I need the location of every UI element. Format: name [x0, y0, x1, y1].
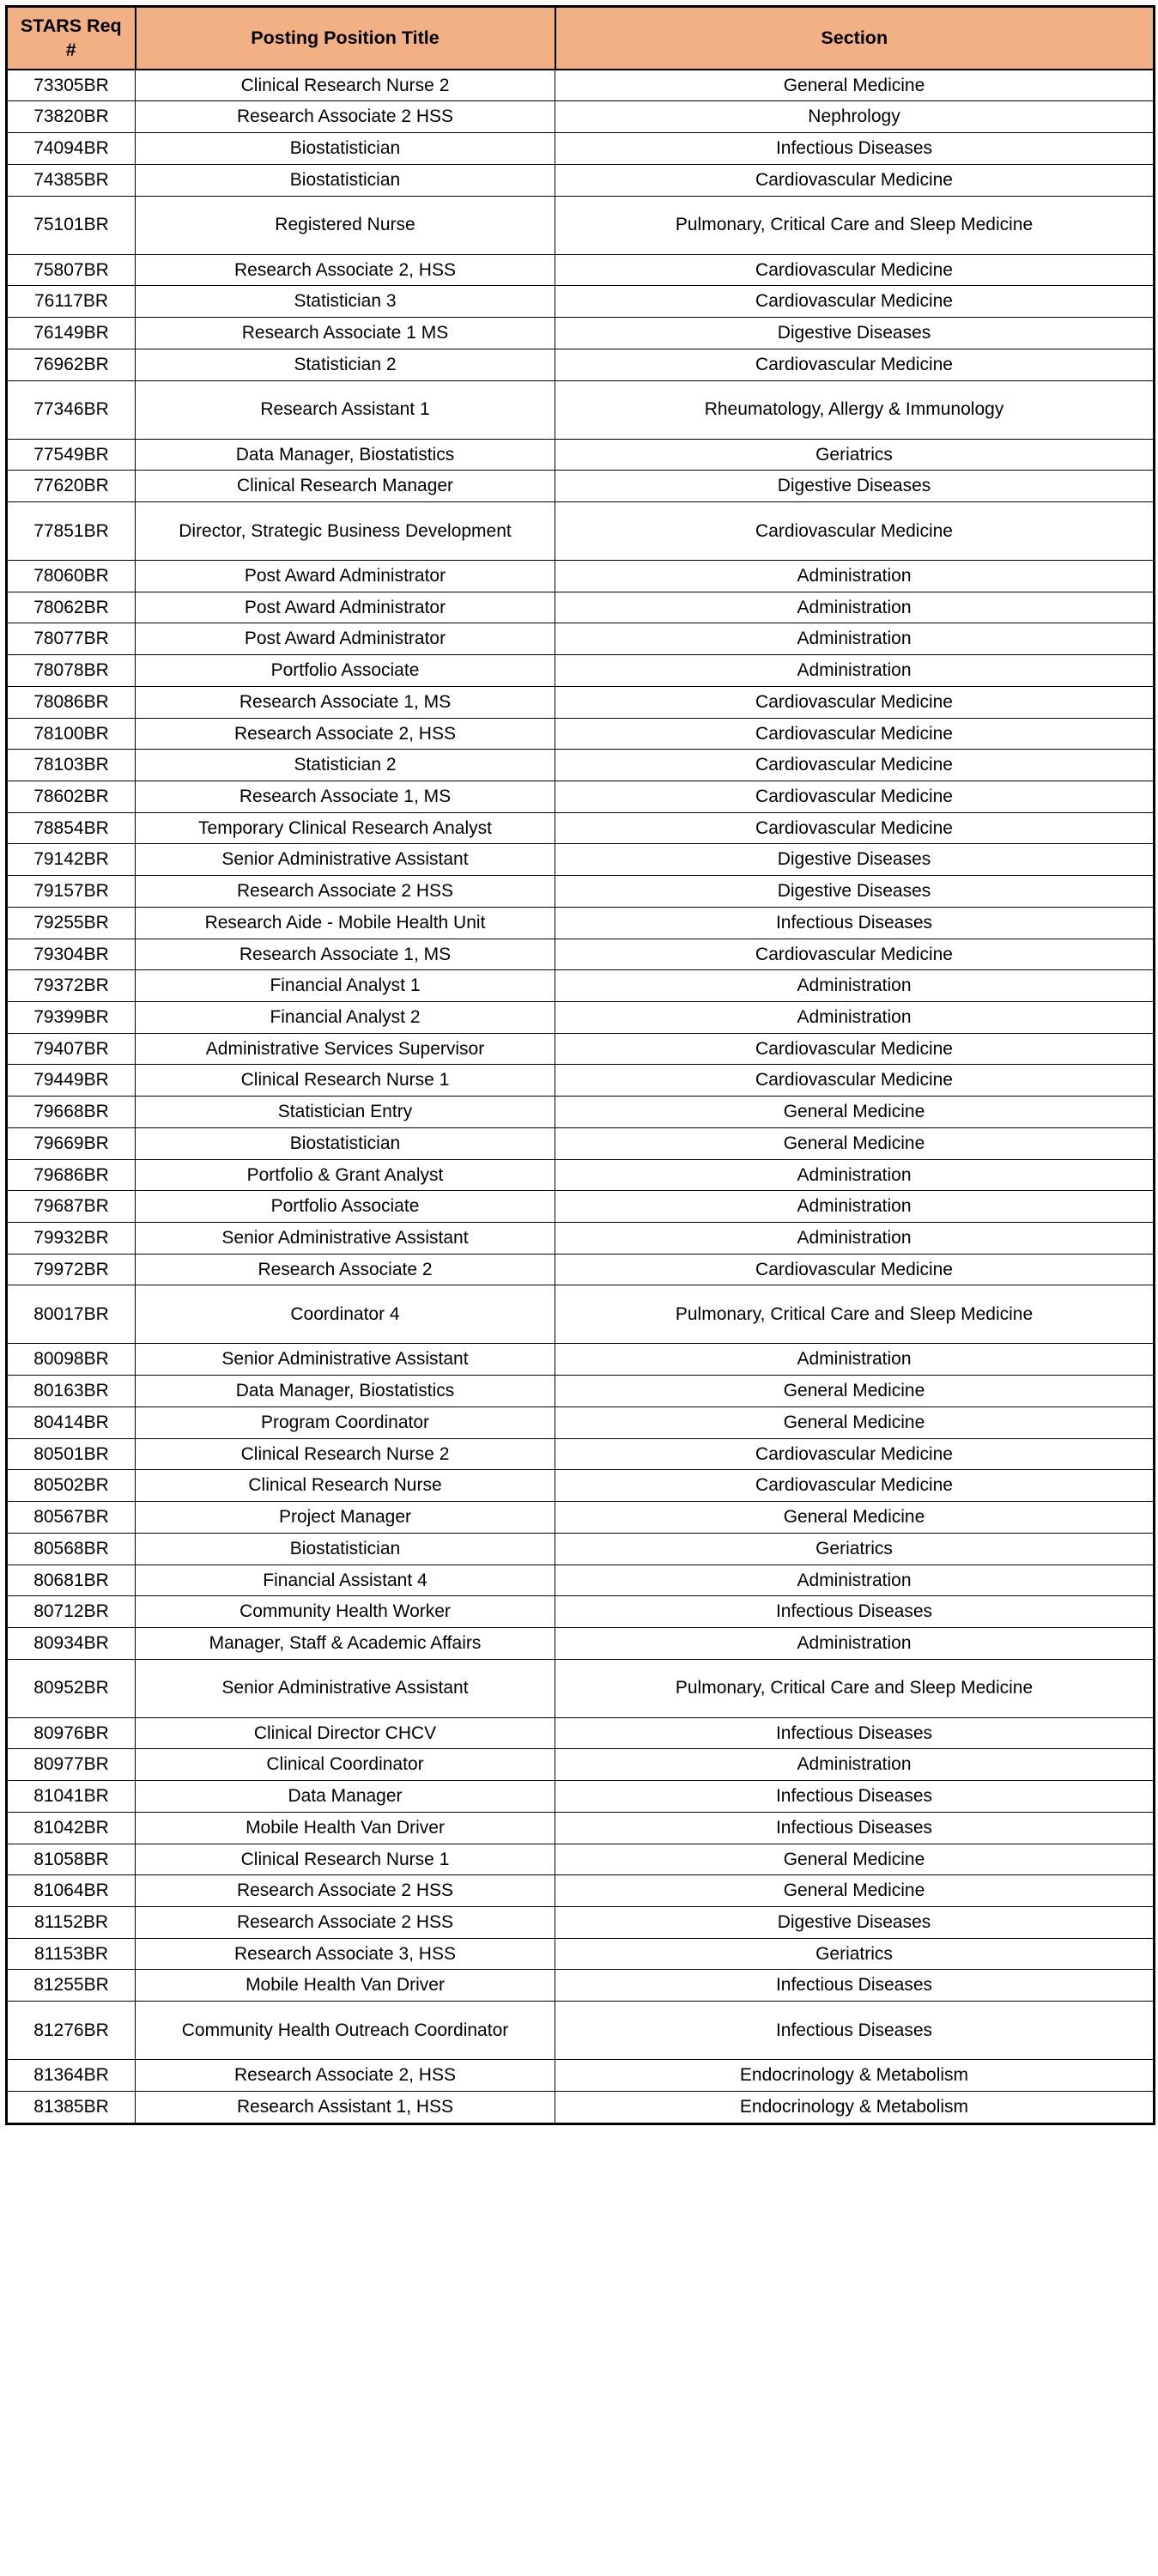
cell-position-title: Financial Analyst 1: [136, 970, 555, 1002]
cell-position-title: Financial Assistant 4: [136, 1564, 555, 1596]
cell-section: Administration: [555, 1344, 1155, 1376]
table-row: [7, 471, 1155, 502]
cell-req-id: 78062BR: [7, 592, 136, 623]
table-row: [7, 1717, 1155, 1749]
cell-section: Digestive Diseases: [555, 1906, 1155, 1938]
cell-position-title: Mobile Health Van Driver: [136, 1812, 555, 1844]
cell-position-title: Clinical Research Nurse 2: [136, 70, 555, 101]
cell-section: Endocrinology & Metabolism: [555, 2091, 1155, 2123]
table-header: [7, 7, 1155, 70]
cell-section: General Medicine: [555, 1844, 1155, 1875]
table-row: [7, 1470, 1155, 1502]
table-row: [7, 2002, 1155, 2060]
cell-req-id: 80414BR: [7, 1406, 136, 1438]
cell-section: Digestive Diseases: [555, 318, 1155, 349]
cell-req-id: 78078BR: [7, 655, 136, 687]
table-row: [7, 318, 1155, 349]
cell-position-title: Research Assistant 1: [136, 380, 555, 439]
cell-section: Infectious Diseases: [555, 2002, 1155, 2060]
column-header-posting-position-title: Posting Position Title: [136, 7, 555, 70]
cell-position-title: Research Associate 2 HSS: [136, 876, 555, 908]
cell-req-id: 76149BR: [7, 318, 136, 349]
cell-req-id: 80568BR: [7, 1533, 136, 1564]
cell-section: Cardiovascular Medicine: [555, 1438, 1155, 1470]
cell-section: Geriatrics: [555, 1533, 1155, 1564]
table-row: [7, 286, 1155, 318]
table-row: [7, 1781, 1155, 1813]
cell-position-title: Data Manager, Biostatistics: [136, 1376, 555, 1407]
cell-req-id: 77620BR: [7, 471, 136, 502]
cell-req-id: 79399BR: [7, 1002, 136, 1034]
cell-position-title: Community Health Outreach Coordinator: [136, 2002, 555, 2060]
cell-position-title: Statistician 2: [136, 750, 555, 781]
cell-position-title: Statistician 2: [136, 349, 555, 380]
cell-section: Endocrinology & Metabolism: [555, 2060, 1155, 2092]
cell-req-id: 78060BR: [7, 560, 136, 592]
cell-req-id: 78086BR: [7, 686, 136, 718]
cell-position-title: Clinical Research Nurse 2: [136, 1438, 555, 1470]
cell-section: Cardiovascular Medicine: [555, 939, 1155, 970]
cell-position-title: Administrative Services Supervisor: [136, 1033, 555, 1065]
cell-section: Rheumatology, Allergy & Immunology: [555, 380, 1155, 439]
cell-section: Pulmonary, Critical Care and Sleep Medicine: [555, 1285, 1155, 1344]
cell-req-id: 76962BR: [7, 349, 136, 380]
cell-position-title: Senior Administrative Assistant: [136, 844, 555, 876]
cell-req-id: 80098BR: [7, 1344, 136, 1376]
cell-section: Cardiovascular Medicine: [555, 286, 1155, 318]
cell-section: Geriatrics: [555, 1938, 1155, 1970]
cell-section: Geriatrics: [555, 439, 1155, 471]
table-row: [7, 623, 1155, 655]
cell-position-title: Project Manager: [136, 1502, 555, 1534]
table-row: [7, 1223, 1155, 1255]
table-row: [7, 1127, 1155, 1159]
cell-section: Digestive Diseases: [555, 471, 1155, 502]
table-row: [7, 1097, 1155, 1128]
cell-req-id: 81276BR: [7, 2002, 136, 2060]
cell-position-title: Clinical Research Nurse: [136, 1470, 555, 1502]
column-header-stars-req: STARS Req #: [7, 7, 136, 70]
table-row: [7, 1749, 1155, 1781]
table-row: [7, 1376, 1155, 1407]
cell-req-id: 79407BR: [7, 1033, 136, 1065]
cell-req-id: 81064BR: [7, 1875, 136, 1907]
cell-position-title: Portfolio Associate: [136, 655, 555, 687]
cell-req-id: 79687BR: [7, 1191, 136, 1223]
cell-position-title: Research Associate 1, MS: [136, 686, 555, 718]
cell-req-id: 77851BR: [7, 501, 136, 560]
cell-position-title: Research Associate 1, MS: [136, 781, 555, 812]
cell-section: Infectious Diseases: [555, 133, 1155, 165]
cell-section: Cardiovascular Medicine: [555, 1254, 1155, 1285]
cell-position-title: Biostatistician: [136, 133, 555, 165]
cell-section: Infectious Diseases: [555, 1781, 1155, 1813]
table-row: [7, 439, 1155, 471]
table-row: [7, 1502, 1155, 1534]
cell-position-title: Portfolio Associate: [136, 1191, 555, 1223]
cell-section: General Medicine: [555, 1406, 1155, 1438]
cell-position-title: Statistician Entry: [136, 1097, 555, 1128]
cell-position-title: Clinical Director CHCV: [136, 1717, 555, 1749]
table-row: [7, 1659, 1155, 1717]
cell-section: Administration: [555, 592, 1155, 623]
cell-req-id: 78100BR: [7, 718, 136, 750]
cell-position-title: Coordinator 4: [136, 1285, 555, 1344]
cell-section: Administration: [555, 655, 1155, 687]
table-body: [7, 70, 1155, 2123]
table-row: [7, 133, 1155, 165]
table-header-row: [7, 7, 1155, 70]
table-row: [7, 164, 1155, 196]
table-row: [7, 70, 1155, 101]
cell-req-id: 79669BR: [7, 1127, 136, 1159]
table-row: [7, 1159, 1155, 1191]
cell-req-id: 79255BR: [7, 907, 136, 939]
cell-section: Cardiovascular Medicine: [555, 1033, 1155, 1065]
table-row: [7, 1285, 1155, 1344]
cell-position-title: Research Associate 2 HSS: [136, 1875, 555, 1907]
cell-req-id: 81152BR: [7, 1906, 136, 1938]
cell-req-id: 81385BR: [7, 2091, 136, 2123]
cell-section: Cardiovascular Medicine: [555, 1470, 1155, 1502]
cell-section: Cardiovascular Medicine: [555, 781, 1155, 812]
table-row: [7, 1875, 1155, 1907]
cell-position-title: Post Award Administrator: [136, 592, 555, 623]
cell-section: Cardiovascular Medicine: [555, 164, 1155, 196]
cell-req-id: 78602BR: [7, 781, 136, 812]
table-row: [7, 380, 1155, 439]
table-row: [7, 1533, 1155, 1564]
cell-req-id: 81364BR: [7, 2060, 136, 2092]
table-row: [7, 970, 1155, 1002]
cell-position-title: Senior Administrative Assistant: [136, 1659, 555, 1717]
table-row: [7, 2091, 1155, 2123]
cell-req-id: 80501BR: [7, 1438, 136, 1470]
cell-section: Cardiovascular Medicine: [555, 349, 1155, 380]
cell-position-title: Post Award Administrator: [136, 560, 555, 592]
cell-req-id: 81153BR: [7, 1938, 136, 1970]
cell-position-title: Biostatistician: [136, 164, 555, 196]
cell-section: General Medicine: [555, 1097, 1155, 1128]
cell-position-title: Clinical Research Nurse 1: [136, 1065, 555, 1097]
cell-position-title: Research Associate 2, HSS: [136, 254, 555, 286]
cell-position-title: Senior Administrative Assistant: [136, 1223, 555, 1255]
cell-req-id: 78854BR: [7, 812, 136, 844]
table-row: [7, 1627, 1155, 1659]
cell-req-id: 80934BR: [7, 1627, 136, 1659]
cell-position-title: Program Coordinator: [136, 1406, 555, 1438]
cell-req-id: 80681BR: [7, 1564, 136, 1596]
cell-section: Digestive Diseases: [555, 844, 1155, 876]
cell-position-title: Biostatistician: [136, 1127, 555, 1159]
table-row: [7, 2060, 1155, 2092]
cell-position-title: Clinical Research Nurse 1: [136, 1844, 555, 1875]
cell-req-id: 78103BR: [7, 750, 136, 781]
cell-section: Administration: [555, 1627, 1155, 1659]
table-row: [7, 1844, 1155, 1875]
cell-section: Infectious Diseases: [555, 1596, 1155, 1628]
cell-req-id: 81041BR: [7, 1781, 136, 1813]
table-row: [7, 592, 1155, 623]
cell-section: Cardiovascular Medicine: [555, 750, 1155, 781]
cell-req-id: 77346BR: [7, 380, 136, 439]
cell-position-title: Research Associate 1, MS: [136, 939, 555, 970]
table-row: [7, 750, 1155, 781]
table-row: [7, 196, 1155, 254]
cell-position-title: Registered Nurse: [136, 196, 555, 254]
table-row: [7, 1938, 1155, 1970]
cell-section: Pulmonary, Critical Care and Sleep Medicine: [555, 1659, 1155, 1717]
cell-section: Administration: [555, 1191, 1155, 1223]
job-postings-table: [5, 5, 1155, 2125]
cell-section: Cardiovascular Medicine: [555, 812, 1155, 844]
table-row: [7, 349, 1155, 380]
cell-position-title: Statistician 3: [136, 286, 555, 318]
cell-section: Administration: [555, 1749, 1155, 1781]
cell-position-title: Clinical Coordinator: [136, 1749, 555, 1781]
cell-section: Infectious Diseases: [555, 907, 1155, 939]
cell-position-title: Temporary Clinical Research Analyst: [136, 812, 555, 844]
cell-section: Infectious Diseases: [555, 1717, 1155, 1749]
cell-req-id: 74094BR: [7, 133, 136, 165]
cell-req-id: 79972BR: [7, 1254, 136, 1285]
cell-position-title: Portfolio & Grant Analyst: [136, 1159, 555, 1191]
cell-req-id: 81058BR: [7, 1844, 136, 1875]
table-row: [7, 686, 1155, 718]
table-row: [7, 939, 1155, 970]
cell-req-id: 79304BR: [7, 939, 136, 970]
cell-section: Infectious Diseases: [555, 1970, 1155, 2002]
table-row: [7, 1970, 1155, 2002]
cell-position-title: Manager, Staff & Academic Affairs: [136, 1627, 555, 1659]
cell-position-title: Research Associate 2, HSS: [136, 2060, 555, 2092]
table-row: [7, 1344, 1155, 1376]
table-row: [7, 844, 1155, 876]
table-row: [7, 876, 1155, 908]
cell-section: Digestive Diseases: [555, 876, 1155, 908]
cell-req-id: 80952BR: [7, 1659, 136, 1717]
cell-section: Administration: [555, 1564, 1155, 1596]
cell-section: Cardiovascular Medicine: [555, 686, 1155, 718]
cell-section: Administration: [555, 623, 1155, 655]
cell-req-id: 77549BR: [7, 439, 136, 471]
table-row: [7, 812, 1155, 844]
cell-section: Administration: [555, 560, 1155, 592]
table-row: [7, 1564, 1155, 1596]
cell-section: Administration: [555, 1002, 1155, 1034]
table-row: [7, 1406, 1155, 1438]
cell-position-title: Senior Administrative Assistant: [136, 1344, 555, 1376]
table-row: [7, 1438, 1155, 1470]
cell-section: Administration: [555, 1159, 1155, 1191]
cell-req-id: 80163BR: [7, 1376, 136, 1407]
cell-req-id: 80976BR: [7, 1717, 136, 1749]
cell-req-id: 73305BR: [7, 70, 136, 101]
cell-section: Administration: [555, 970, 1155, 1002]
cell-section: Administration: [555, 1223, 1155, 1255]
cell-position-title: Research Assistant 1, HSS: [136, 2091, 555, 2123]
table-row: [7, 1033, 1155, 1065]
cell-position-title: Research Associate 3, HSS: [136, 1938, 555, 1970]
table-row: [7, 254, 1155, 286]
cell-req-id: 81255BR: [7, 1970, 136, 2002]
cell-req-id: 80502BR: [7, 1470, 136, 1502]
table-row: [7, 501, 1155, 560]
cell-position-title: Research Associate 2: [136, 1254, 555, 1285]
table-row: [7, 1002, 1155, 1034]
table-row: [7, 1906, 1155, 1938]
table-row: [7, 1191, 1155, 1223]
cell-position-title: Research Associate 2 HSS: [136, 101, 555, 133]
cell-req-id: 75807BR: [7, 254, 136, 286]
table-row: [7, 101, 1155, 133]
cell-section: Cardiovascular Medicine: [555, 254, 1155, 286]
table-row: [7, 1812, 1155, 1844]
table-row: [7, 1065, 1155, 1097]
cell-section: Cardiovascular Medicine: [555, 501, 1155, 560]
cell-position-title: Director, Strategic Business Development: [136, 501, 555, 560]
cell-req-id: 78077BR: [7, 623, 136, 655]
cell-section: General Medicine: [555, 1502, 1155, 1534]
cell-req-id: 75101BR: [7, 196, 136, 254]
cell-position-title: Mobile Health Van Driver: [136, 1970, 555, 2002]
table-row: [7, 1254, 1155, 1285]
cell-position-title: Data Manager, Biostatistics: [136, 439, 555, 471]
cell-position-title: Data Manager: [136, 1781, 555, 1813]
cell-section: Pulmonary, Critical Care and Sleep Medicine: [555, 196, 1155, 254]
cell-section: Cardiovascular Medicine: [555, 1065, 1155, 1097]
table-row: [7, 655, 1155, 687]
cell-section: Nephrology: [555, 101, 1155, 133]
cell-req-id: 80712BR: [7, 1596, 136, 1628]
cell-position-title: Research Aide - Mobile Health Unit: [136, 907, 555, 939]
cell-position-title: Community Health Worker: [136, 1596, 555, 1628]
table-row: [7, 718, 1155, 750]
cell-req-id: 79932BR: [7, 1223, 136, 1255]
cell-req-id: 74385BR: [7, 164, 136, 196]
cell-req-id: 79449BR: [7, 1065, 136, 1097]
cell-position-title: Research Associate 2, HSS: [136, 718, 555, 750]
cell-position-title: Research Associate 2 HSS: [136, 1906, 555, 1938]
cell-section: Infectious Diseases: [555, 1812, 1155, 1844]
cell-req-id: 81042BR: [7, 1812, 136, 1844]
cell-req-id: 80977BR: [7, 1749, 136, 1781]
cell-section: General Medicine: [555, 1127, 1155, 1159]
cell-position-title: Financial Analyst 2: [136, 1002, 555, 1034]
cell-req-id: 79668BR: [7, 1097, 136, 1128]
cell-position-title: Research Associate 1 MS: [136, 318, 555, 349]
cell-position-title: Biostatistician: [136, 1533, 555, 1564]
cell-section: General Medicine: [555, 1875, 1155, 1907]
cell-req-id: 79372BR: [7, 970, 136, 1002]
cell-req-id: 79157BR: [7, 876, 136, 908]
cell-position-title: Clinical Research Manager: [136, 471, 555, 502]
table-row: [7, 560, 1155, 592]
cell-req-id: 80017BR: [7, 1285, 136, 1344]
cell-req-id: 79142BR: [7, 844, 136, 876]
cell-section: General Medicine: [555, 70, 1155, 101]
cell-section: Cardiovascular Medicine: [555, 718, 1155, 750]
table-row: [7, 1596, 1155, 1628]
table-row: [7, 781, 1155, 812]
table-row: [7, 907, 1155, 939]
cell-section: General Medicine: [555, 1376, 1155, 1407]
cell-req-id: 73820BR: [7, 101, 136, 133]
cell-req-id: 80567BR: [7, 1502, 136, 1534]
cell-position-title: Post Award Administrator: [136, 623, 555, 655]
cell-req-id: 76117BR: [7, 286, 136, 318]
cell-req-id: 79686BR: [7, 1159, 136, 1191]
column-header-section: Section: [555, 7, 1155, 70]
